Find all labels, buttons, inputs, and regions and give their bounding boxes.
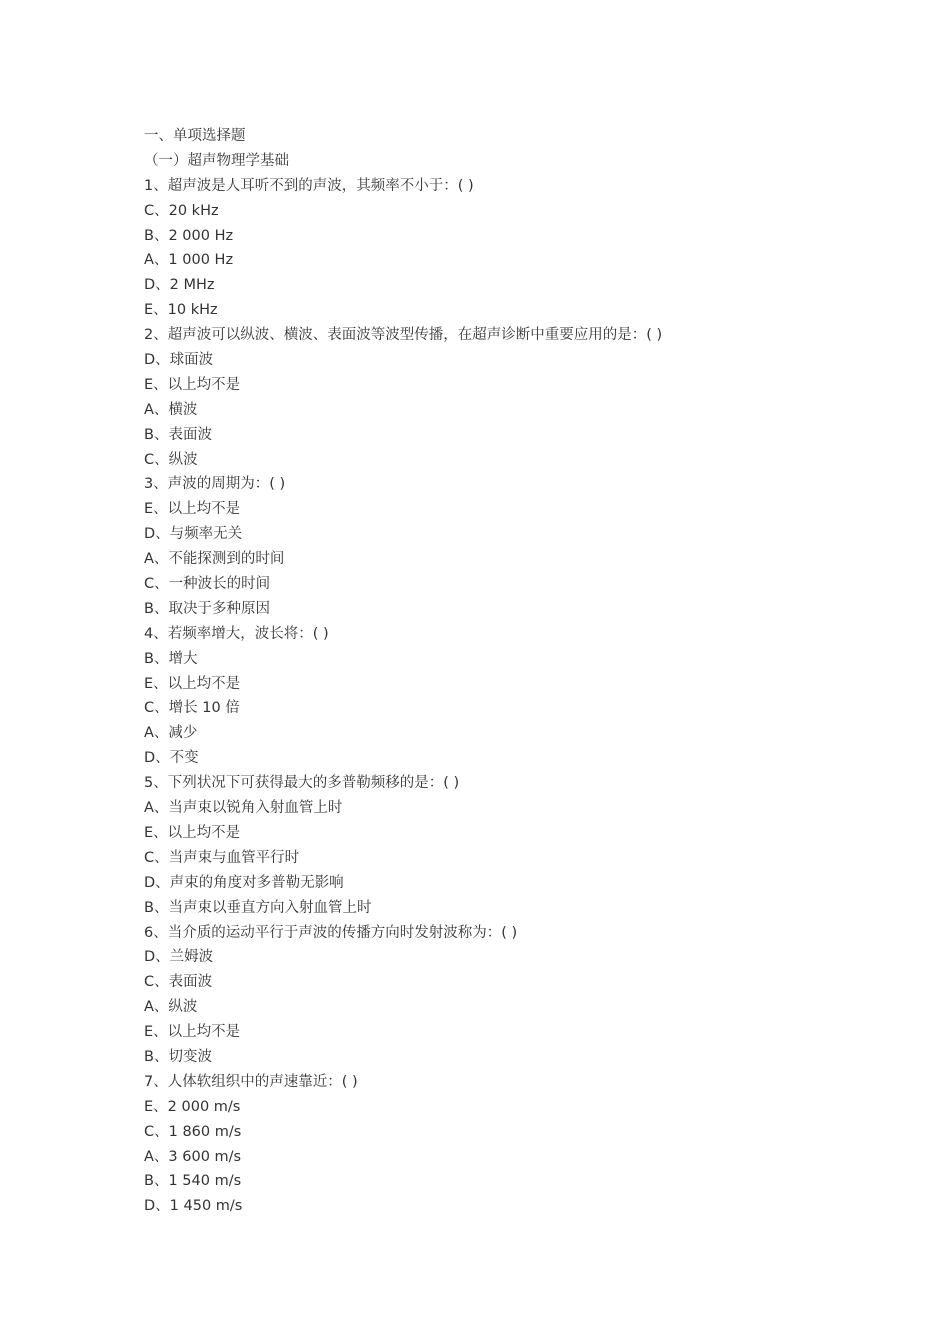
answer-option: B、增大 (144, 650, 198, 667)
question-7 (144, 1070, 864, 1219)
answer-option: A、不能探测到的时间 (144, 551, 285, 568)
question-stem: 1、超声波是人耳听不到的声波，其频率不小于：( ) (144, 177, 474, 194)
answer-option: C、20 kHz (144, 202, 219, 219)
answer-option: E、以上均不是 (144, 376, 241, 393)
answer-option: D、声束的角度对多普勒无影响 (144, 874, 344, 891)
answer-option: C、1 860 m/s (144, 1123, 242, 1140)
answer-option: D、与频率无关 (144, 526, 243, 543)
answer-option: D、不变 (144, 750, 199, 767)
answer-option: B、当声束以垂直方向入射血管上时 (144, 899, 372, 916)
answer-option: D、球面波 (144, 352, 214, 369)
question-stem: 5、下列状况下可获得最大的多普勒频移的是：( ) (144, 775, 460, 792)
answer-option: A、横波 (144, 401, 198, 418)
answer-option: E、2 000 m/s (144, 1098, 241, 1115)
answer-option: C、一种波长的时间 (144, 576, 271, 593)
answer-option: A、纵波 (144, 999, 198, 1016)
answer-option: E、10 kHz (144, 302, 218, 319)
answer-option: D、1 450 m/s (144, 1198, 243, 1215)
answer-option: A、1 000 Hz (144, 252, 234, 269)
answer-option: A、减少 (144, 725, 198, 742)
answer-option: B、表面波 (144, 426, 212, 443)
question-2 (144, 323, 864, 472)
answer-option: E、以上均不是 (144, 1024, 241, 1041)
answer-option: C、纵波 (144, 451, 198, 468)
question-3 (144, 472, 864, 621)
question-stem: 3、声波的周期为：( ) (144, 476, 286, 493)
answer-option: E、以上均不是 (144, 501, 241, 518)
question-stem: 6、当介质的运动平行于声波的传播方向时发射波称为：( ) (144, 924, 518, 941)
answer-option: B、2 000 Hz (144, 227, 234, 244)
answer-option: E、以上均不是 (144, 824, 241, 841)
answer-option: C、表面波 (144, 974, 213, 991)
question-5 (144, 771, 864, 920)
answer-option: D、2 MHz (144, 277, 215, 294)
answer-option: E、以上均不是 (144, 675, 241, 692)
answer-option: A、当声束以锐角入射血管上时 (144, 800, 343, 817)
answer-option: C、增长 10 倍 (144, 700, 240, 717)
answer-option: B、切变波 (144, 1048, 212, 1065)
question-4 (144, 622, 864, 771)
section-title: 一、单项选择题 (144, 128, 246, 144)
question-stem: 4、若频率增大，波长将：( ) (144, 625, 329, 642)
answer-option: B、取决于多种原因 (144, 600, 270, 617)
answer-option: D、兰姆波 (144, 949, 214, 966)
question-6 (144, 921, 864, 1070)
answer-option: B、1 540 m/s (144, 1173, 242, 1190)
answer-option: C、当声束与血管平行时 (144, 849, 300, 866)
subsection-title: （一）超声物理学基础 (144, 152, 289, 169)
question-stem: 7、人体软组织中的声速靠近：( ) (144, 1073, 358, 1090)
answer-option: A、3 600 m/s (144, 1148, 242, 1165)
document-page (144, 124, 864, 1219)
question-stem: 2、超声波可以纵波、横波、表面波等波型传播，在超声诊断中重要应用的是：( ) (144, 327, 663, 344)
question-1 (144, 174, 864, 323)
